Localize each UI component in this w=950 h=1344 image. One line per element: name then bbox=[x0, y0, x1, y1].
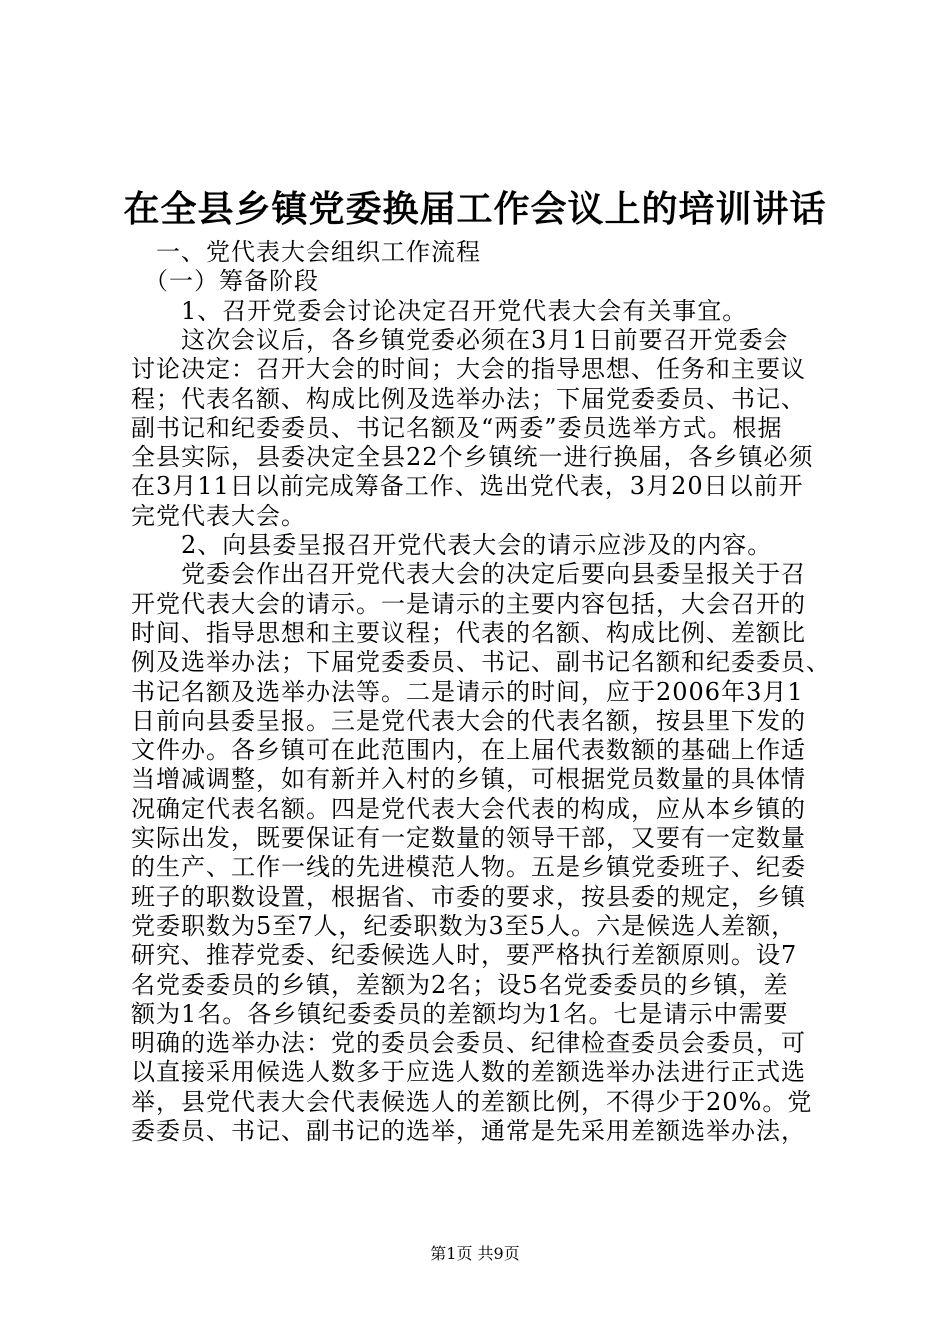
body-line: 开党代表大会的请示。一是请示的主要内容包括，大会召开的 bbox=[131, 590, 806, 618]
body-line: 书记名额及选举办法等。二是请示的时间，应于2006年3月1 bbox=[131, 678, 804, 706]
body-line: 在3月11日以前完成筹备工作、选出党代表，3月20日以前开 bbox=[131, 472, 804, 500]
body-line: 2、向县委呈报召开党代表大会的请示应涉及的内容。 bbox=[131, 531, 773, 559]
body-line: 况确定代表名额。四是党代表大会代表的构成，应从本乡镇的 bbox=[131, 795, 806, 823]
document-title: 在全县乡镇党委换届工作会议上的培训讲话 bbox=[123, 188, 827, 230]
page-footer: 第1页 共9页 bbox=[430, 1244, 520, 1263]
body-line: 时间、指导思想和主要议程；代表的名额、构成比例、差额比 bbox=[131, 619, 806, 647]
body-line: 这次会议后，各乡镇党委必须在3月1日前要召开党委会 bbox=[131, 326, 789, 354]
body-line: 当增减调整，如有新并入村的乡镇，可根据党员数量的具体情 bbox=[131, 765, 806, 793]
body-line: 副书记和纪委委员、书记名额及“两委”委员选举方式。根据 bbox=[131, 414, 783, 442]
body-line: 完党代表大会。 bbox=[131, 502, 306, 530]
body-line: （一）筹备阶段 bbox=[131, 267, 319, 295]
body-line: 委委员、书记、副书记的选举，通常是先采用差额选举办法， bbox=[131, 1117, 806, 1145]
body-line: 一、党代表大会组织工作流程 bbox=[131, 238, 481, 266]
body-line: 以直接采用候选人数多于应选人数的差额选举办法进行正式选 bbox=[131, 1058, 806, 1086]
body-line: 研究、推荐党委、纪委候选人时，要严格执行差额原则。设7 bbox=[131, 941, 798, 969]
body-line: 明确的选举办法：党的委员会委员、纪律检查委员会委员，可 bbox=[131, 1029, 806, 1057]
body-line: 日前向县委呈报。三是党代表大会的代表名额，按县里下发的 bbox=[131, 707, 806, 735]
body-line: 党委会作出召开党代表大会的决定后要向县委呈报关于召 bbox=[131, 560, 806, 588]
body-line: 文件办。各乡镇可在此范围内，在上届代表数额的基础上作适 bbox=[131, 736, 806, 764]
body-line: 举，县党代表大会代表候选人的差额比例，不得少于20%。党 bbox=[131, 1088, 813, 1116]
body-line: 的生产、工作一线的先进模范人物。五是乡镇党委班子、纪委 bbox=[131, 853, 806, 881]
body-line: 名党委委员的乡镇，差额为2名；设5名党委委员的乡镇，差 bbox=[131, 971, 789, 999]
body-line: 全县实际，县委决定全县22个乡镇统一进行换届，各乡镇必须 bbox=[131, 443, 814, 471]
body-line: 讨论决定：召开大会的时间；大会的指导思想、任务和主要议 bbox=[131, 355, 806, 383]
body-line: 党委职数为5至7人，纪委职数为3至5人。六是候选人差额， bbox=[131, 912, 797, 940]
body-line: 例及选举办法；下届党委委员、书记、副书记名额和纪委委员、 bbox=[131, 648, 831, 676]
body-line: 实际出发，既要保证有一定数量的领导干部，又要有一定数量 bbox=[131, 824, 806, 852]
body-line: 1、召开党委会讨论决定召开党代表大会有关事宜。 bbox=[131, 297, 748, 325]
body-line: 班子的职数设置，根据省、市委的要求，按县委的规定，乡镇 bbox=[131, 883, 806, 911]
body-line: 程；代表名额、构成比例及选举办法；下届党委委员、书记、 bbox=[131, 385, 806, 413]
body-line: 额为1名。各乡镇纪委委员的差额均为1名。七是请示中需要 bbox=[131, 1000, 789, 1028]
